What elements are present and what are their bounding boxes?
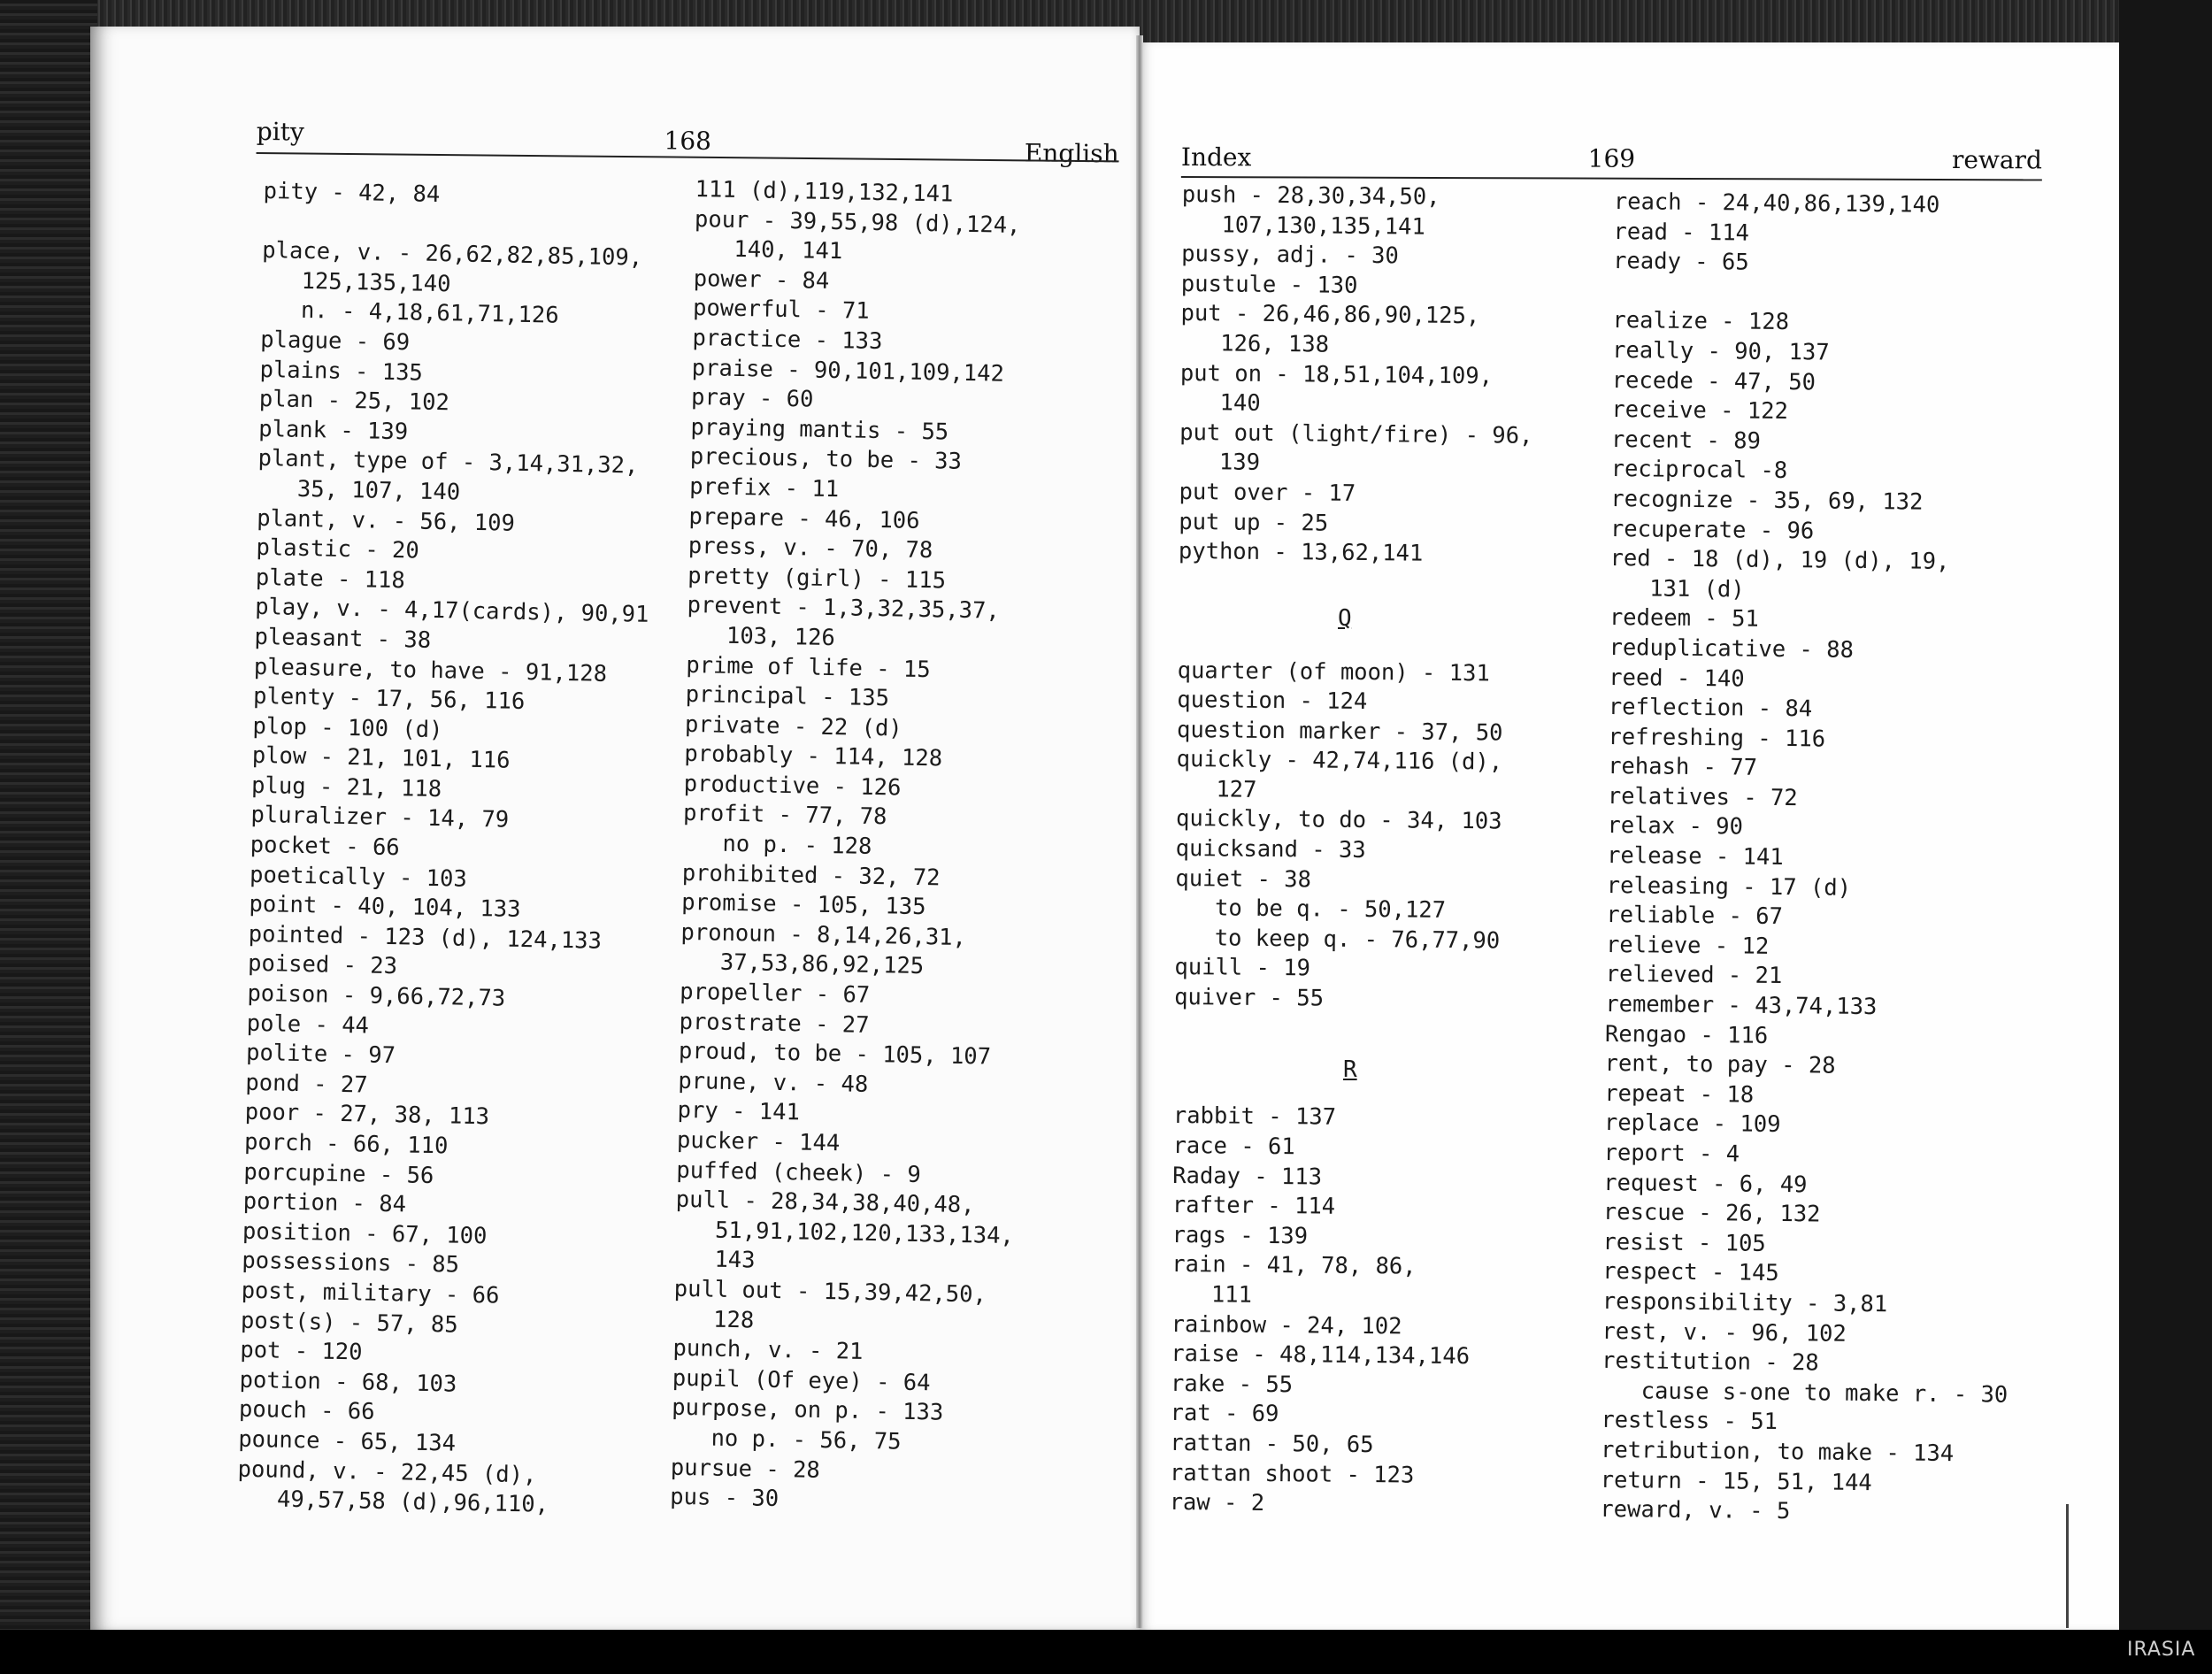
index-entry: poison - 9,66,72,73 (247, 979, 506, 1012)
index-column-1 (237, 177, 657, 1522)
index-entry: porcupine - 56 (243, 1158, 434, 1189)
index-entry: prime of life - 15 (686, 651, 931, 683)
index-entry: propeller - 67 (679, 978, 871, 1009)
index-entry: precious, to be - 33 (689, 443, 963, 476)
index-entry: 107,130,135,141 (1221, 211, 1425, 241)
index-entry: to be q. - 50,127 (1214, 895, 1447, 925)
index-entry: pucker - 144 (676, 1126, 841, 1157)
index-entry: reliable - 67 (1606, 902, 1784, 931)
blank-line (1613, 277, 2020, 311)
index-entry: 111 (d),119,132,141 (695, 175, 954, 208)
index-entry: prohibited - 32, 72 (681, 859, 941, 892)
index-entry: relieved - 21 (1605, 961, 1783, 990)
index-entry: proud, to be - 105, 107 (678, 1038, 992, 1071)
index-entry: realize - 128 (1612, 307, 1790, 336)
index-entry: rat - 69 (1170, 1400, 1279, 1428)
index-entry: practice - 133 (692, 324, 883, 356)
index-column-3 (1169, 180, 1535, 1521)
index-entry: 140 (1219, 389, 1261, 418)
index-entry: pry - 141 (677, 1097, 801, 1126)
index-entry: rags - 139 (1171, 1221, 1309, 1250)
index-entry: quill - 19 (1174, 954, 1311, 982)
index-entry: releasing - 17 (d) (1606, 872, 1852, 902)
index-entry: prostrate - 27 (679, 1008, 870, 1039)
index-entry: reciprocal -8 (1610, 456, 1788, 485)
index-entry: plate - 118 (255, 564, 406, 595)
right-page-number: 169 (1587, 143, 1636, 173)
index-entry: plow - 21, 101, 116 (251, 742, 511, 775)
index-entry: rain - 41, 78, 86, (1171, 1251, 1417, 1280)
index-entry: portion - 84 (242, 1187, 407, 1218)
index-entry: push - 28,30,34,50, (1181, 180, 1440, 211)
index-entry: put up - 25 (1179, 508, 1329, 537)
index-entry: really - 90, 137 (1611, 336, 1830, 366)
index-entry: pluralizer - 14, 79 (250, 802, 510, 834)
left-page-header (256, 113, 1119, 169)
index-entry: post, military - 66 (241, 1277, 500, 1309)
index-entry: plastic - 20 (256, 534, 420, 564)
index-entry: reach - 24,40,86,139,140 (1613, 188, 1940, 219)
scan-background-right (2119, 0, 2212, 1674)
index-entry: retribution, to make - 134 (1600, 1436, 1955, 1468)
index-entry: put over - 17 (1179, 478, 1356, 507)
index-entry: plant, type of - 3,14,31,32, (257, 445, 639, 480)
index-entry: pocket - 66 (250, 831, 401, 862)
index-entry: pound, v. - 22,45 (d), (237, 1455, 537, 1489)
section-letter-r: R (1343, 1056, 1357, 1083)
right-header-section: Index (1180, 142, 1252, 173)
index-entry: promise - 105, 135 (680, 889, 926, 921)
index-entry: pustule - 130 (1180, 270, 1358, 299)
index-entry: polite - 97 (245, 1040, 396, 1070)
index-entry: put out (light/fire) - 96, (1179, 418, 1533, 449)
index-entry: 127 (1216, 776, 1257, 803)
index-entry: reflection - 84 (1608, 694, 1813, 723)
index-entry: pretty (girl) - 115 (687, 562, 947, 595)
index-entry: recent - 89 (1610, 426, 1762, 455)
index-entry: respect - 145 (1602, 1258, 1779, 1287)
index-entry: press, v. - 70, 78 (687, 533, 933, 564)
index-entry: poor - 27, 38, 113 (244, 1099, 490, 1131)
index-entry: 125,135,140 (301, 267, 451, 298)
index-entry: pupil (Of eye) - 64 (672, 1364, 931, 1397)
index-entry: raw - 2 (1169, 1489, 1265, 1517)
index-entry: pot - 120 (240, 1336, 363, 1366)
left-header-guide-word: pity (256, 116, 304, 147)
index-entry: pleasant - 38 (254, 623, 432, 654)
index-entry: pity - 42, 84 (263, 177, 441, 208)
index-entry: repeat - 18 (1604, 1079, 1755, 1109)
index-entry: recuperate - 96 (1609, 515, 1815, 544)
right-header-guide-word: reward (1951, 145, 2042, 175)
index-entry: pole - 44 (246, 1010, 370, 1040)
index-entry: cause s-one to make r. - 30 (1640, 1378, 2008, 1409)
index-entry: play, v. - 4,17(cards), 90,91 (254, 594, 649, 629)
index-entry: plan - 25, 102 (258, 386, 450, 417)
index-entry: reduplicative - 88 (1609, 634, 1855, 664)
index-entry: Rengao - 116 (1604, 1020, 1769, 1049)
index-entry: replace - 109 (1603, 1110, 1781, 1139)
index-entry: 35, 107, 140 (296, 475, 461, 506)
index-entry: plenty - 17, 56, 116 (252, 682, 526, 716)
index-entry: to keep q. - 76,77,90 (1214, 925, 1501, 955)
blank-line (1178, 567, 1531, 600)
index-entry: put - 26,46,86,90,125, (1180, 300, 1480, 330)
index-entry: plank - 139 (257, 415, 409, 446)
index-entry: poetically - 103 (249, 861, 468, 893)
index-entry: position - 67, 100 (242, 1217, 488, 1250)
index-entry: raise - 48,114,134,146 (1171, 1340, 1471, 1371)
scan-background-left (0, 0, 97, 1674)
index-entry: potion - 68, 103 (239, 1366, 457, 1398)
index-entry: plug - 21, 118 (250, 772, 442, 803)
index-column-2 (670, 175, 1034, 1519)
index-entry: punch, v. - 21 (672, 1334, 864, 1366)
index-entry: rake - 55 (1170, 1370, 1294, 1399)
index-entry: receive - 122 (1611, 396, 1789, 426)
index-entry: place, v. - 26,62,82,85,109, (262, 237, 643, 272)
index-entry: quickly, to do - 34, 103 (1175, 805, 1502, 835)
index-entry: 49,57,58 (d),96,110, (276, 1486, 549, 1518)
index-entry: pull - 28,34,38,40,48, (675, 1186, 975, 1219)
index-entry: plains - 135 (259, 356, 424, 387)
left-page-number: 168 (664, 126, 712, 156)
index-entry: 103, 126 (726, 622, 836, 652)
index-entry: n. - 4,18,61,71,126 (300, 297, 559, 330)
index-entry: pray - 60 (690, 384, 814, 413)
index-entry: ready - 65 (1612, 248, 1749, 276)
index-entry: Raday - 113 (1172, 1162, 1323, 1191)
index-entry: refreshing - 116 (1608, 723, 1826, 753)
index-entry: powerful - 71 (692, 295, 870, 326)
index-entry: quickly - 42,74,116 (d), (1176, 746, 1503, 776)
index-entry: redeem - 51 (1609, 604, 1759, 634)
index-entry: reed - 140 (1609, 664, 1745, 693)
index-entry: 139 (1218, 449, 1261, 477)
index-entry: rent, to pay - 28 (1604, 1050, 1836, 1079)
index-entry: quiver - 55 (1173, 983, 1325, 1012)
index-entry: remember - 43,74,133 (1605, 990, 1878, 1021)
index-entry: rattan - 50, 65 (1170, 1429, 1374, 1459)
index-entry: pouch - 66 (238, 1396, 375, 1426)
index-entry: pronoun - 8,14,26,31, (680, 918, 967, 951)
index-entry: pleasure, to have - 91,128 (253, 653, 608, 687)
index-entry: pounce - 65, 134 (238, 1425, 457, 1457)
index-entry: recede - 47, 50 (1611, 366, 1816, 395)
index-entry: pour - 39,55,98 (d),124, (694, 205, 1021, 239)
section-letter-q: Q (1338, 605, 1352, 632)
index-entry: rescue - 26, 132 (1602, 1199, 1821, 1228)
index-entry: principal - 135 (685, 680, 890, 712)
index-entry: question - 124 (1177, 687, 1368, 716)
index-entry: restless - 51 (1601, 1407, 1778, 1436)
index-entry: quicksand - 33 (1175, 835, 1366, 864)
index-entry: post(s) - 57, 85 (240, 1307, 458, 1339)
left-header-section: English (1024, 138, 1119, 169)
index-entry: 128 (712, 1306, 755, 1334)
index-entry: pond - 27 (245, 1069, 368, 1099)
index-entry: purpose, on p. - 133 (671, 1394, 944, 1426)
blank-line (1178, 626, 1531, 659)
index-entry: poised - 23 (247, 950, 398, 980)
index-entry: release - 141 (1606, 842, 1784, 872)
page-edge-mark (2066, 1504, 2069, 1628)
index-entry: quiet - 38 (1175, 864, 1312, 894)
book-gutter (1136, 35, 1143, 1628)
index-entry: pussy, adj. - 30 (1181, 241, 1399, 270)
index-entry: 126, 138 (1220, 330, 1330, 358)
watermark: IRASIA (2127, 1639, 2196, 1661)
index-column-4 (1600, 188, 2020, 1529)
index-entry: prevent - 1,3,32,35,37, (687, 592, 1000, 625)
scan-background-bottom (0, 1630, 2212, 1674)
index-entry: put on - 18,51,104,109, (1179, 359, 1494, 389)
index-entry: power - 84 (693, 265, 830, 295)
index-entry: productive - 126 (683, 770, 902, 802)
index-entry: point - 40, 104, 133 (249, 891, 521, 924)
index-entry: request - 6, 49 (1603, 1169, 1808, 1198)
index-entry: race - 61 (1172, 1132, 1295, 1161)
index-entry: praying mantis - 55 (690, 413, 949, 446)
index-entry: pus - 30 (670, 1483, 780, 1513)
blank-line (1174, 1013, 1527, 1046)
index-entry: no p. - 128 (722, 830, 872, 861)
index-entry: rabbit - 137 (1172, 1102, 1337, 1132)
index-entry: prefix - 11 (688, 472, 840, 503)
index-entry: recognize - 35, 69, 132 (1610, 485, 1924, 516)
index-entry: red - 18 (d), 19 (d), 19, (1609, 545, 1950, 576)
index-entry: private - 22 (d) (684, 710, 902, 742)
index-entry: 37,53,86,92,125 (719, 949, 925, 980)
index-entry: question marker - 37, 50 (1176, 716, 1503, 747)
index-entry: possessions - 85 (242, 1248, 460, 1279)
index-entry: pointed - 123 (d), 124,133 (248, 920, 603, 955)
index-entry: plop - 100 (d) (252, 712, 443, 743)
index-entry: probably - 114, 128 (684, 741, 943, 772)
index-entry: praise - 90,101,109,142 (691, 354, 1005, 388)
index-entry: rafter - 114 (1171, 1192, 1336, 1220)
index-entry: return - 15, 51, 144 (1600, 1466, 1872, 1496)
index-entry: resist - 105 (1602, 1228, 1766, 1257)
index-entry: responsibility - 3,81 (1601, 1287, 1888, 1318)
index-entry: 140, 141 (733, 236, 843, 265)
index-entry: prune, v. - 48 (678, 1067, 869, 1098)
index-entry: report - 4 (1603, 1139, 1740, 1168)
index-entry: profit - 77, 78 (682, 800, 887, 831)
index-entry: plague - 69 (260, 326, 411, 357)
index-entry: rest, v. - 96, 102 (1601, 1317, 1847, 1348)
index-entry: reward, v. - 5 (1600, 1496, 1791, 1525)
index-entry: relatives - 72 (1607, 782, 1798, 812)
index-entry: prepare - 46, 106 (688, 503, 920, 534)
index-entry: python - 13,62,141 (1178, 538, 1424, 567)
index-entry: pull out - 15,39,42,50, (673, 1275, 987, 1309)
right-page-header (1181, 137, 2042, 180)
index-entry: 51,91,102,120,133,134, (714, 1217, 1015, 1249)
index-entry: rattan shoot - 123 (1169, 1459, 1415, 1489)
blank-line (1178, 596, 1531, 629)
index-entry: 131 (d) (1649, 575, 1745, 603)
index-entry: pursue - 28 (670, 1454, 821, 1484)
index-entry: relieve - 12 (1605, 931, 1770, 960)
index-entry: rainbow - 24, 102 (1171, 1310, 1402, 1340)
index-entry: puffed (cheek) - 9 (676, 1156, 921, 1188)
index-entry: plant, v. - 56, 109 (256, 504, 516, 537)
index-entry: porch - 66, 110 (243, 1128, 449, 1160)
index-entry: 111 (1210, 1281, 1253, 1309)
index-entry: restitution - 28 (1601, 1348, 1819, 1377)
index-entry: relax - 90 (1607, 812, 1744, 841)
index-entry: quarter (of moon) - 131 (1177, 657, 1490, 687)
index-entry: no p. - 56, 75 (710, 1424, 902, 1455)
index-entry: rehash - 77 (1607, 753, 1758, 782)
index-entry: 143 (714, 1247, 756, 1274)
index-entry: read - 114 (1613, 218, 1750, 247)
